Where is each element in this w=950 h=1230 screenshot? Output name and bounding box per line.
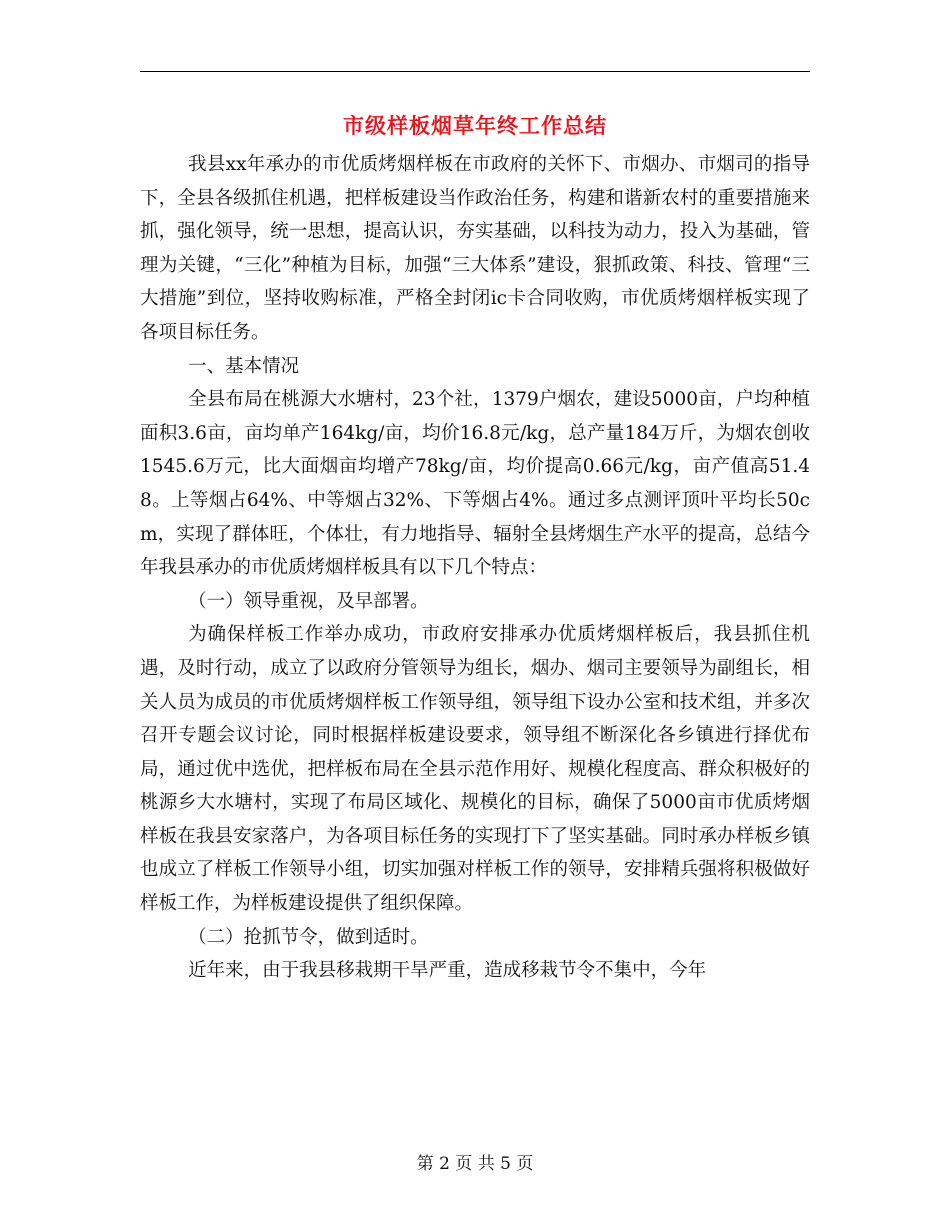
paragraph-leadership: 为确保样板工作举办成功，市政府安排承办优质烤烟样板后，我县抓住机遇，及时行动，成立了以政府分管领导为组长，烟办、烟司主要领导为副组长，相关人员为成员的市优质烤烟样板工作领导组，领导组下设办公室和技术组，并多次召开专题会议讨论，同时根据样板建设要求，领导组不断深化各乡镇进行择优布局，通过优中选优，把样板布局在全县示范作用好、规模化程度高、群众积极好的桃源乡大水塘村，实现了布局区域化、规模化的目标，确保了5000亩市优质烤烟样板在我县安家落户，为各项目标任务的实现打下了坚实基础。同时承办样板乡镇也成立了样板工作领导小组，切实加强对样板工作的领导，安排精兵强将积极做好样板工作，为样板建设提供了组织保障。 [140,624,810,915]
document-body [140,148,810,988]
subsection-heading-1: （一）领导重视，及早部署。 [188,590,429,612]
paragraph-intro: 我县xx年承办的市优质烤烟样板在市政府的关怀下、市烟办、市烟司的指导下，全县各级抓住机遇，把样板建设当作政治任务，构建和谐新农村的重要措施来抓，强化领导，统一思想，提高认识，夯实基础，以科技为动力，投入为基础，管理为关键，“三化”种植为目标，加强“三大体系”建设，狠抓政策、科技、管理“三大措施”到位，坚持收购标准，严格全封闭ic卡合同收购，市优质烤烟样板实现了各项目标任务。 [140,154,810,343]
page-footer: 第 2 页 共 5 页 [416,1154,534,1174]
subsection-heading-2: （二）抢抓节令，做到适时。 [188,926,429,948]
paragraph-timing: 近年来，由于我县移栽期干旱严重，造成移栽节令不集中，今年 [188,960,707,982]
document-title: 市级样板烟草年终工作总结 [343,113,607,138]
header-rule [140,71,810,72]
paragraph-basic-situation: 全县布局在桃源大水塘村，23个社，1379户烟农，建设5000亩，户均种植面积3.6亩，亩均单产164kg/亩，均价16.8元/kg，总产量184万斤，为烟农创收1545.6万元，比大面烟亩均增产78kg/亩，均价提高0.66元/kg，亩产值高51.48。上等烟占64%、中等烟占32%、下等烟占4%。通过多点测评顶叶平均长50cm，实现了群体旺，个体壮，有力地指导、辐射全县烤烟生产水平的提高，总结今年我县承办的市优质烤烟样板具有以下几个特点： [140,389,810,579]
section-heading-basic-situation: 一、基本情况 [188,355,300,377]
